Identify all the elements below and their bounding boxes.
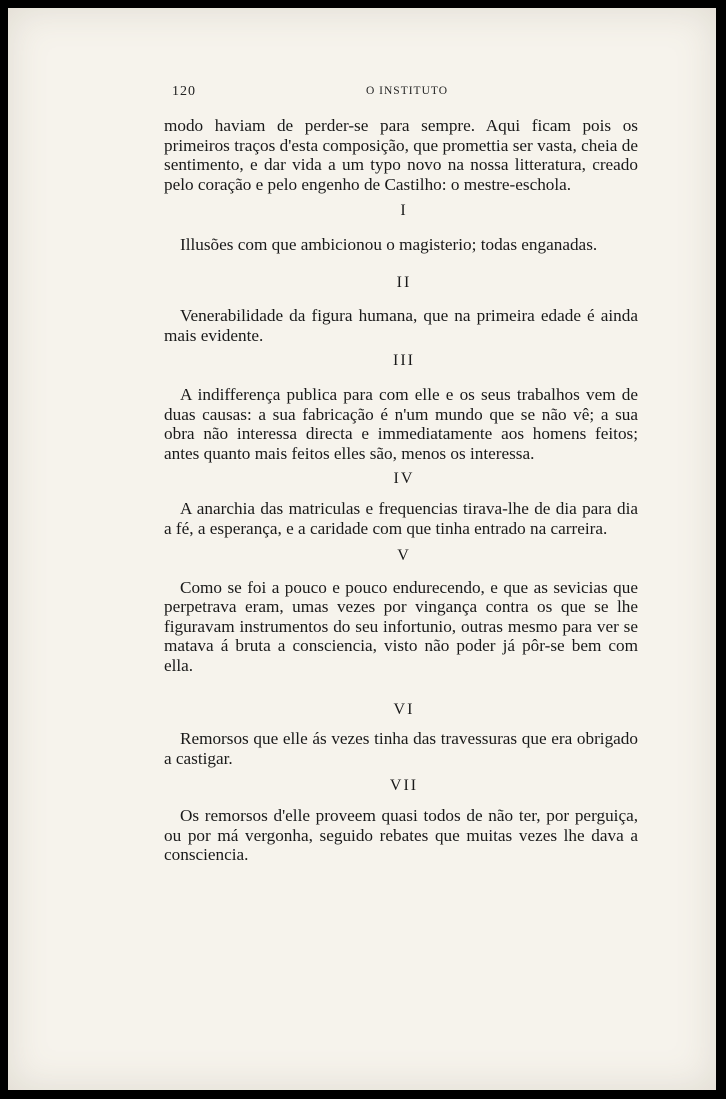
section-text-3: A indifferença publica para com elle e os seus trabalhos vem de duas causas: a sua fabricação é n'um mundo que se não vê; a sua obra não interessa directa e immediatamente aos homens feitos; antes quanto mais feitos elles são, menos os interessa.	[164, 384, 638, 463]
intro-paragraph: modo haviam de perder-se para sempre. Aqui ficam pois os primeiros traços d'esta composição, que promettia ser vasta, cheia de sentimento, e dar vida a um typo novo na nossa litteratura, creado pelo coração e pelo engenho de Castilho: o mestre-eschola.	[164, 116, 638, 194]
section-numeral-3: III	[393, 352, 415, 370]
section-text-6: Remorsos que elle ás vezes tinha das travessuras que era obrigado a castigar.	[164, 729, 638, 768]
section-text-7: Os remorsos d'elle proveem quasi todos de não ter, por perguiça, ou por má vergonha, seguido rebates que muitas vezes lhe dava a consciencia.	[164, 806, 638, 865]
section-text-1: Illusões com que ambicionou o magisterio; todas enganadas.	[180, 234, 598, 254]
section-numeral-1: I	[400, 202, 408, 220]
page-number: 120	[172, 84, 196, 99]
section-numeral-2: II	[396, 273, 412, 291]
section-numeral-5: V	[397, 547, 411, 565]
section-numeral-7: VII	[389, 777, 419, 795]
section-numeral-4: IV	[393, 470, 415, 488]
running-title: O INSTITUTO	[365, 85, 449, 97]
section-text-5: Como se foi a pouco e pouco endurecendo, e que as sevicias que perpetrava eram, umas vezes por vingança contra os que se lhe figuravam instrumentos do seu infortunio, outras mesmo para ver se matava á bruta a consciencia, visto não poder já pôr-se bem com ella.	[164, 577, 638, 676]
section-text-2: Venerabilidade da figura humana, que na primeira edade é ainda mais evidente.	[164, 306, 638, 345]
section-text-4: A anarchia das matriculas e frequencias tirava-lhe de dia para dia a fé, a esperança, e a caridade com que tinha entrado na carreira.	[164, 498, 638, 538]
body-text	[164, 116, 638, 865]
book-page	[8, 8, 716, 1090]
section-numeral-6: VI	[393, 700, 415, 718]
page-header	[172, 84, 642, 104]
